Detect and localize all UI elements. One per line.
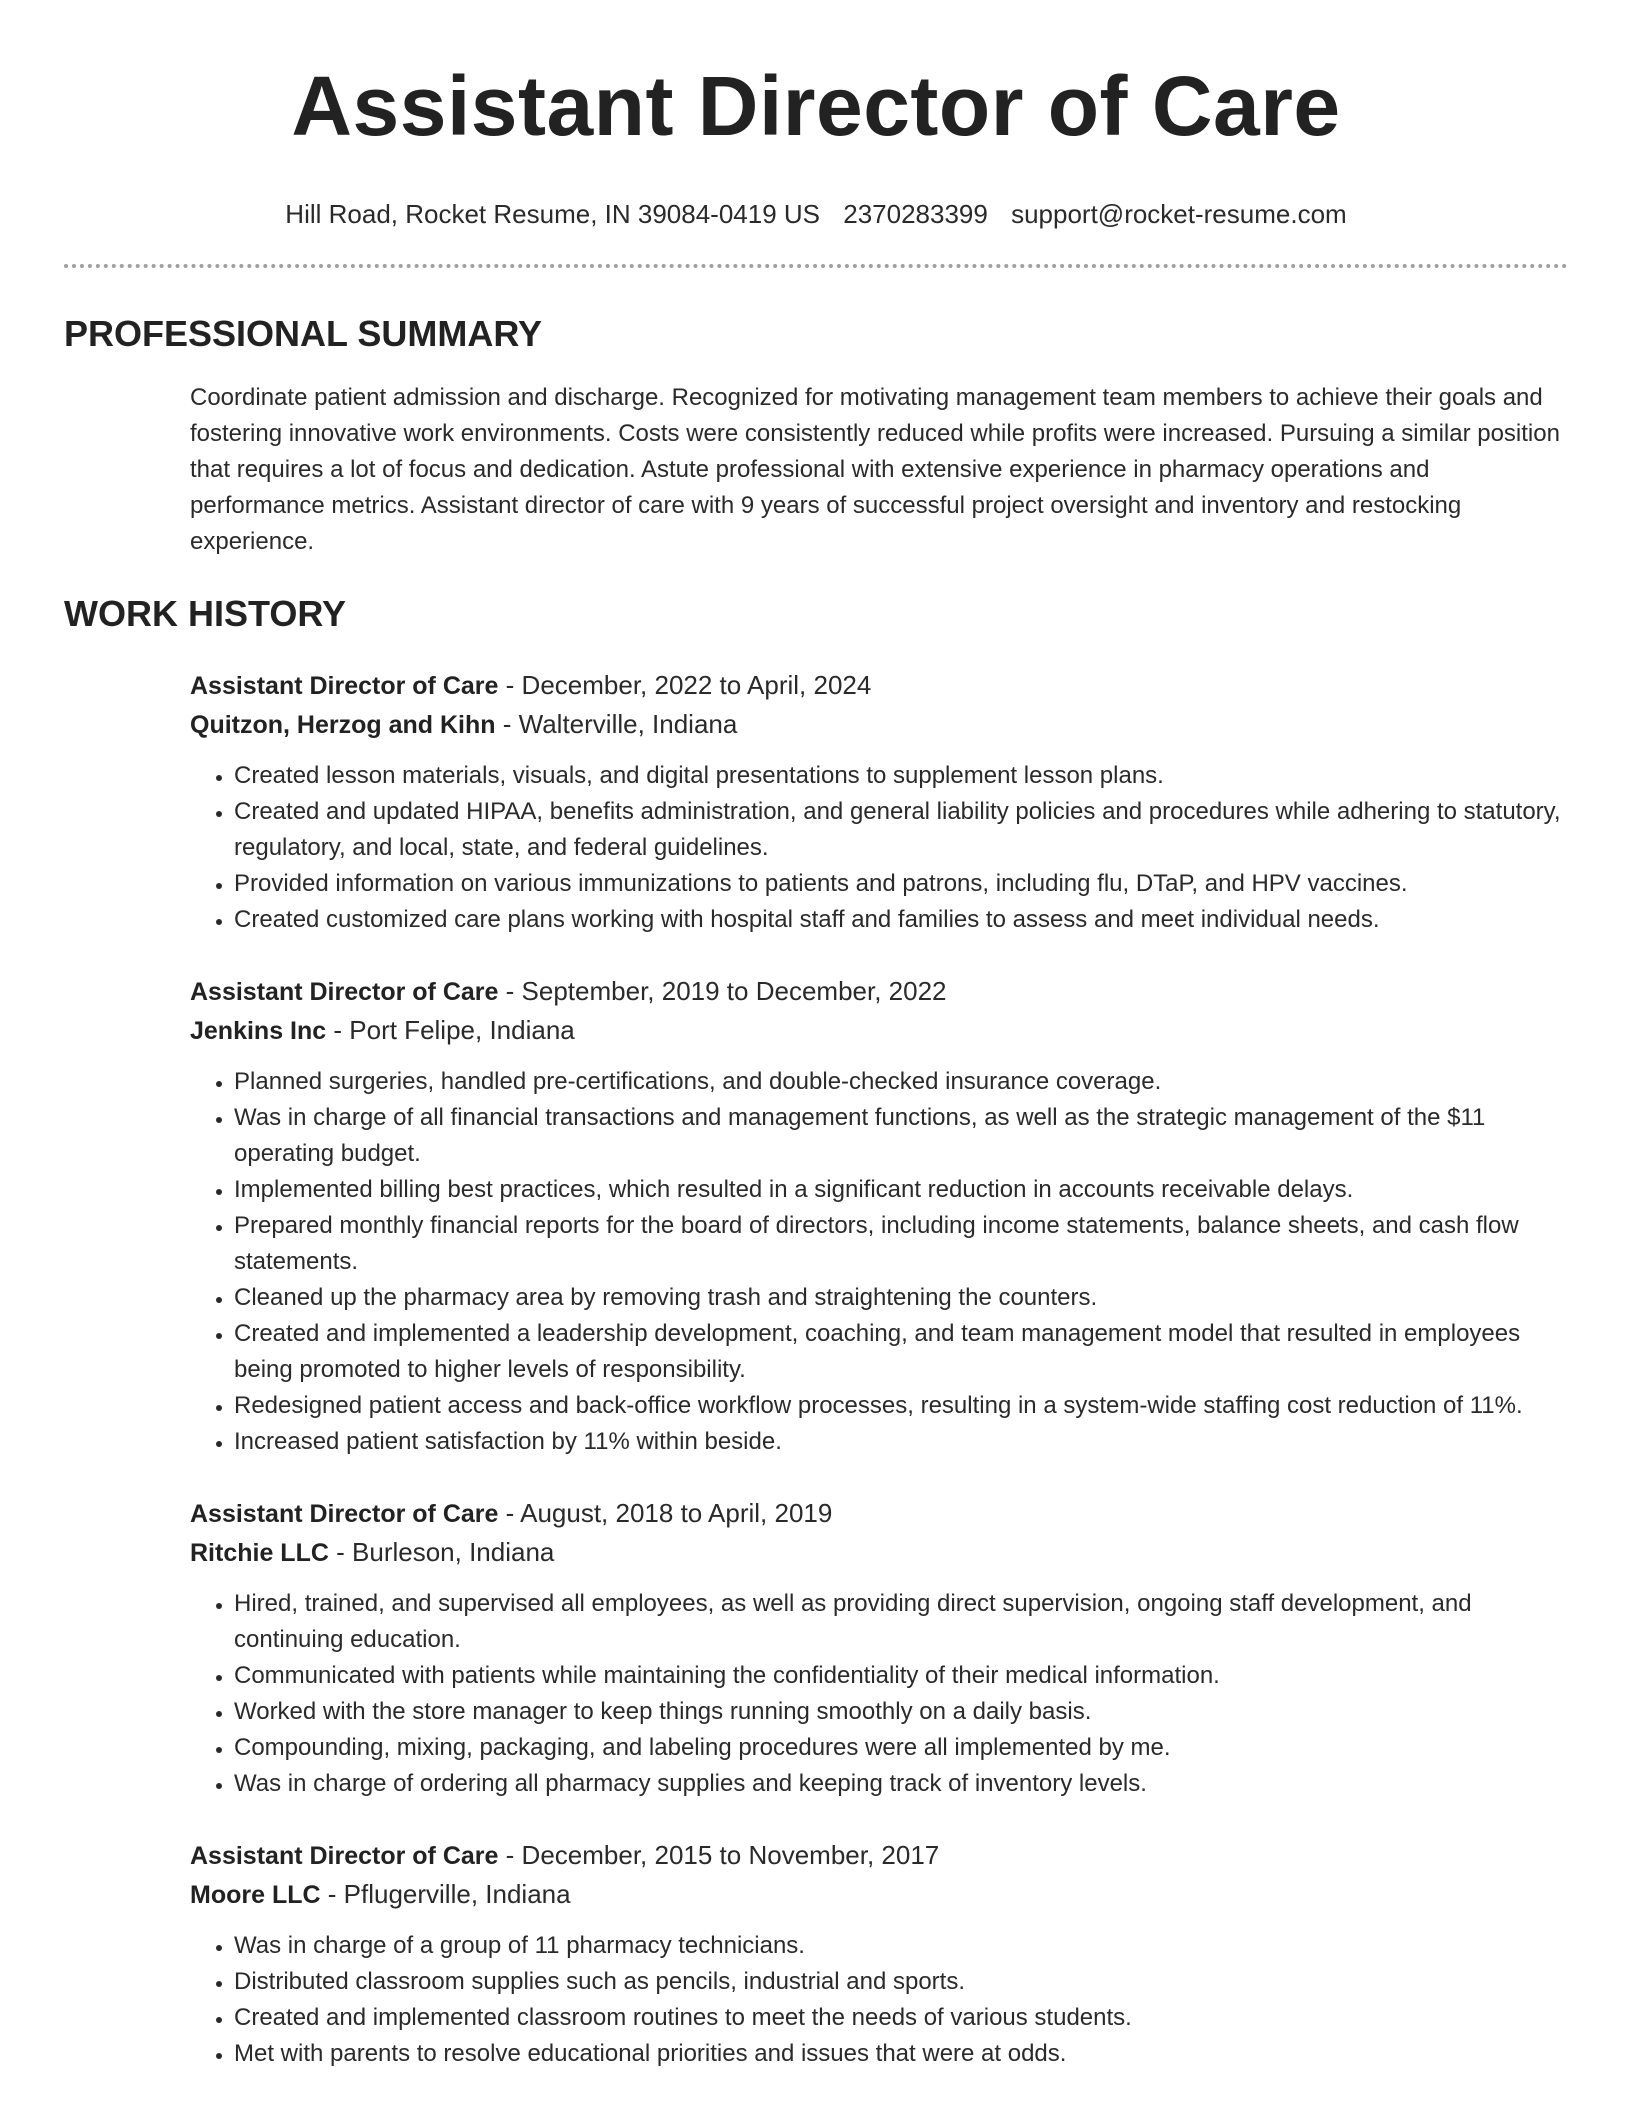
- job-title-line: [190, 1836, 1568, 1875]
- job-company-line: [190, 1875, 1568, 1914]
- job-bullet: • Distributed classroom supplies such as pencils, industrial and sports.: [234, 1964, 1568, 2000]
- job-bullet: • Was in charge of a group of 11 pharmacy technicians.: [234, 1928, 1568, 1964]
- summary-paragraph: Coordinate patient admission and discharge. Recognized for motivating management team members to achieve their goals and fostering innovative work environments. Costs were consistently reduced while profits were increased. Pursuing a similar position that requires a lot of focus and dedication. Astute professional with extensive experience in pharmacy operations and performance metrics. Assistant director of care with 9 years of successful project oversight and inventory and restocking experience.: [190, 384, 1560, 555]
- job-role: Assistant Director of Care: [190, 978, 499, 1006]
- job-company: Moore LLC: [190, 1881, 321, 1909]
- job-bullet: • Compounding, mixing, packaging, and labeling procedures were all implemented by me.: [234, 1730, 1568, 1766]
- job-bullet: • Worked with the store manager to keep things running smoothly on a daily basis.: [234, 1694, 1568, 1730]
- job-title-line: [190, 972, 1568, 1011]
- job-title-line: [190, 666, 1568, 705]
- job-role: Assistant Director of Care: [190, 1500, 499, 1528]
- job-location: - Walterville, Indiana: [495, 709, 738, 739]
- job-company: Jenkins Inc: [190, 1017, 327, 1045]
- job-bullet: • Cleaned up the pharmacy area by removing trash and straightening the counters.: [234, 1280, 1568, 1316]
- job-bullet: • Met with parents to resolve educational priorities and issues that were at odds.: [234, 2036, 1568, 2072]
- resume-name-heading: Assistant Director of Care: [291, 59, 1341, 153]
- contact-phone: 2370283399: [843, 199, 988, 229]
- job-bullet: • Was in charge of all financial transactions and management functions, as well as the strategic management of the $11 operating budget.: [234, 1100, 1568, 1172]
- job-company-line: [190, 705, 1568, 744]
- job-bullet: • Planned surgeries, handled pre-certifications, and double-checked insurance coverage.: [234, 1064, 1568, 1100]
- job-dates: - December, 2022 to April, 2024: [498, 670, 872, 700]
- job-company: Ritchie LLC: [190, 1539, 329, 1567]
- job-entry: [190, 1836, 1568, 2072]
- header-divider: [64, 264, 1568, 268]
- job-dates: - September, 2019 to December, 2022: [498, 976, 947, 1006]
- job-bullet: • Hired, trained, and supervised all employees, as well as providing direct supervision, ongoing staff development, and continuing education.: [234, 1586, 1568, 1658]
- job-entry: [190, 1494, 1568, 1802]
- job-location: - Pflugerville, Indiana: [320, 1879, 571, 1909]
- job-bullet: • Implemented billing best practices, which resulted in a significant reduction in accounts receivable delays.: [234, 1172, 1568, 1208]
- job-bullet: • Increased patient satisfaction by 11% within beside.: [234, 1424, 1568, 1460]
- job-location: - Port Felipe, Indiana: [326, 1015, 575, 1045]
- job-bullet: • Created and updated HIPAA, benefits administration, and general liability policies and procedures while adhering to statutory, regulatory, and local, state, and federal guidelines.: [234, 794, 1568, 866]
- job-bullet: • Was in charge of ordering all pharmacy supplies and keeping track of inventory levels.: [234, 1766, 1568, 1802]
- job-location: - Burleson, Indiana: [328, 1537, 555, 1567]
- contact-line: [64, 198, 1568, 230]
- job-bullet-list: [190, 1586, 1568, 1802]
- job-bullet: • Prepared monthly financial reports for the board of directors, including income statements, balance sheets, and cash flow statements.: [234, 1208, 1568, 1280]
- contact-email: support@rocket-resume.com: [1011, 199, 1347, 229]
- job-entry: [190, 972, 1568, 1460]
- job-role: Assistant Director of Care: [190, 1842, 499, 1870]
- job-bullet: • Created and implemented classroom routines to meet the needs of various students.: [234, 2000, 1568, 2036]
- job-company: Quitzon, Herzog and Kihn: [190, 711, 496, 739]
- job-bullet: • Redesigned patient access and back-office workflow processes, resulting in a system-wide staffing cost reduction of 11%.: [234, 1388, 1568, 1424]
- job-bullet: • Created customized care plans working with hospital staff and families to assess and meet individual needs.: [234, 902, 1568, 938]
- job-bullet-list: [190, 1064, 1568, 1460]
- job-bullet: • Created lesson materials, visuals, and digital presentations to supplement lesson plans.: [234, 758, 1568, 794]
- job-title-line: [190, 1494, 1568, 1533]
- job-bullet: • Provided information on various immunizations to patients and patrons, including flu, DTaP, and HPV vaccines.: [234, 866, 1568, 902]
- job-entry: [190, 666, 1568, 938]
- job-bullet-list: [190, 758, 1568, 938]
- summary-section-title: PROFESSIONAL SUMMARY: [64, 313, 543, 354]
- work-history-list: [190, 666, 1568, 2072]
- job-company-line: [190, 1011, 1568, 1050]
- job-role: Assistant Director of Care: [190, 672, 499, 700]
- contact-address: Hill Road, Rocket Resume, IN 39084-0419 US: [285, 199, 820, 229]
- job-bullet-list: [190, 1928, 1568, 2072]
- job-bullet: • Created and implemented a leadership development, coaching, and team management model that resulted in employees being promoted to higher levels of responsibility.: [234, 1316, 1568, 1388]
- work-history-section-title: WORK HISTORY: [64, 593, 347, 634]
- job-bullet: • Communicated with patients while maintaining the confidentiality of their medical information.: [234, 1658, 1568, 1694]
- job-company-line: [190, 1533, 1568, 1572]
- job-dates: - August, 2018 to April, 2019: [498, 1498, 833, 1528]
- job-dates: - December, 2015 to November, 2017: [498, 1840, 940, 1870]
